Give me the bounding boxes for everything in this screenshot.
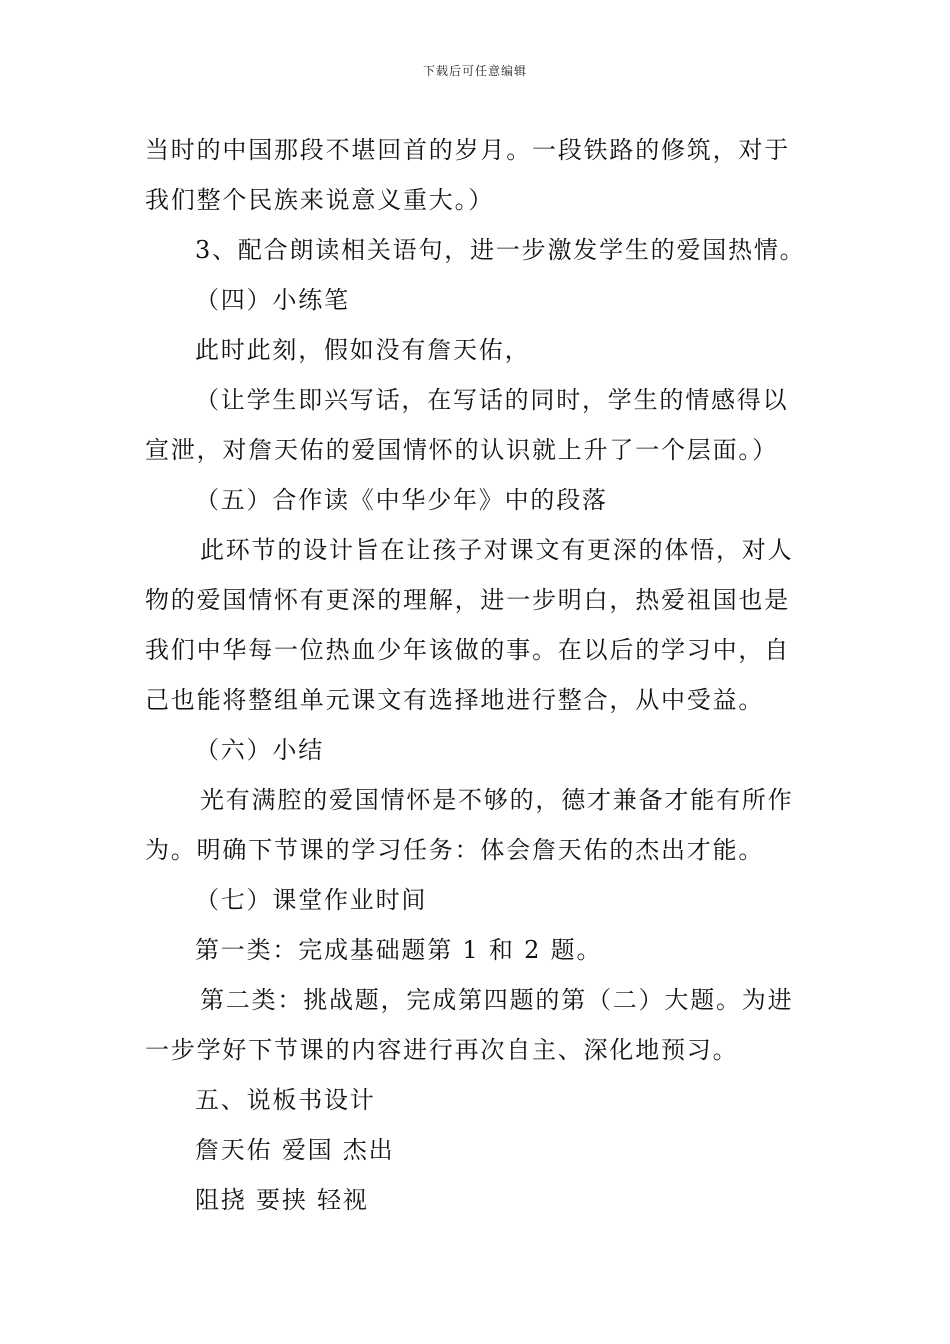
paragraph-line: 此环节的设计旨在让孩子对课文有更深的体悟，对人 bbox=[200, 536, 794, 564]
paragraph-line: 一步学好下节课的内容进行再次自主、深化地预习。 bbox=[145, 1036, 739, 1064]
paragraph-line: 宣泄，对詹天佑的爱国情怀的认识就上升了一个层面。） bbox=[145, 436, 778, 464]
paragraph-line: 此时此刻，假如没有詹天佑， bbox=[195, 336, 531, 364]
paragraph-line: 我们中华每一位热血少年该做的事。在以后的学习中，自 bbox=[145, 636, 790, 664]
paragraph-line: 光有满腔的爱国情怀是不够的，德才兼备才能有所作 bbox=[200, 786, 794, 814]
page-header-note: 下载后可任意编辑 bbox=[422, 64, 527, 78]
paragraph-line: 己也能将整组单元课文有选择地进行整合，从中受益。 bbox=[145, 686, 765, 714]
paragraph-line: 第一类：完成基础题第 1 和 2 题。 bbox=[195, 936, 603, 964]
section-heading: （七）课堂作业时间 bbox=[195, 886, 428, 914]
paragraph-line: （让学生即兴写话，在写话的同时，学生的情感得以 bbox=[195, 386, 789, 414]
section-heading: （四）小练笔 bbox=[195, 286, 350, 314]
section-heading: 五、说板书设计 bbox=[195, 1086, 376, 1114]
board-design-line: 阻挠 要挟 轻视 bbox=[195, 1186, 369, 1214]
paragraph-line: 第二类：挑战题，完成第四题的第（二）大题。为进 bbox=[200, 986, 794, 1014]
board-design-line: 詹天佑 爱国 杰出 bbox=[195, 1136, 395, 1164]
paragraph-line: 3、配合朗读相关语句，进一步激发学生的爱国热情。 bbox=[195, 236, 806, 264]
paragraph-line: 当时的中国那段不堪回首的岁月。一段铁路的修筑，对于 bbox=[145, 136, 790, 164]
paragraph-line: 物的爱国情怀有更深的理解，进一步明白，热爱祖国也是 bbox=[145, 586, 790, 614]
section-heading: （六）小结 bbox=[195, 736, 324, 764]
section-heading: （五）合作读《中华少年》中的段落 bbox=[195, 486, 608, 514]
paragraph-line: 我们整个民族来说意义重大。） bbox=[145, 186, 495, 214]
paragraph-line: 为。明确下节课的学习任务：体会詹天佑的杰出才能。 bbox=[145, 836, 765, 864]
